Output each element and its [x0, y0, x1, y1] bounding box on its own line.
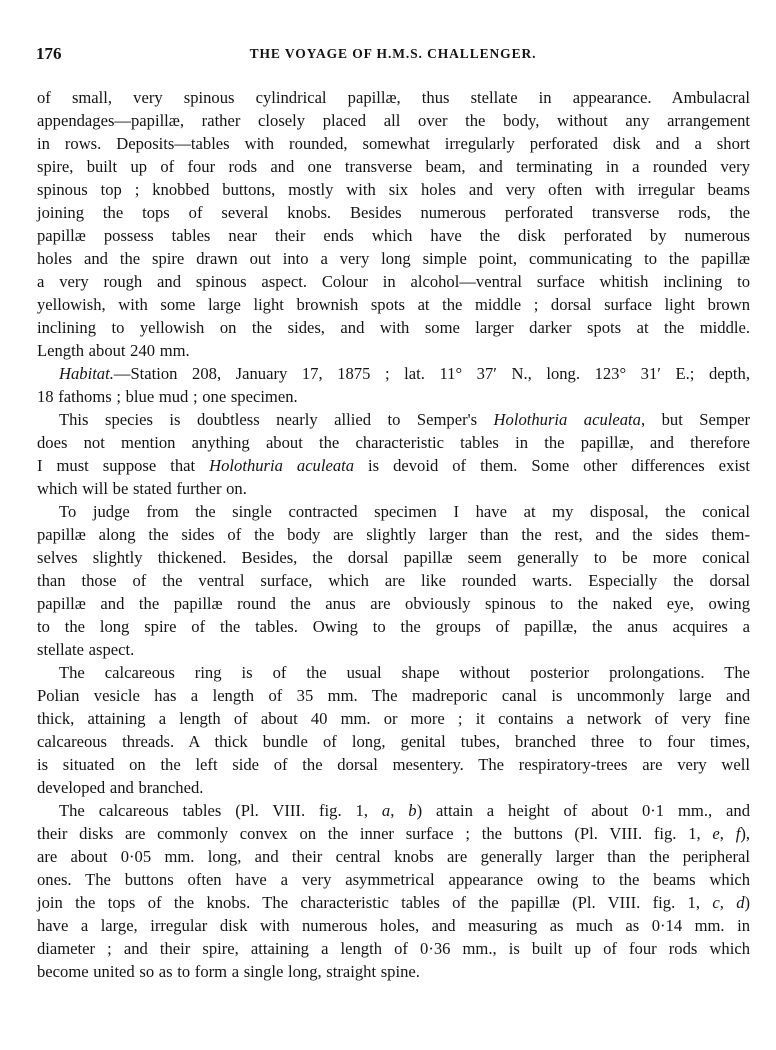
line-text: holes and the spire drawn out into a very long simple point, communicating to the papillæ	[37, 249, 750, 268]
line-text: joining the tops of several knobs. Besides numerous perforated transverse rods, the	[37, 203, 750, 222]
line-text: is situated on the left side of the dorsal mesentery. The respiratory-trees are very well	[37, 755, 750, 774]
line-text: ,	[719, 893, 737, 912]
line-text: of small, very spinous cylindrical papillæ, thus stellate in appearance. Ambulacral	[37, 88, 750, 107]
text-line	[37, 224, 750, 247]
line-text: —Station 208, January 17, 1875 ; lat. 11° 37′ N., long. 123° 31′ E.; depth,	[113, 364, 750, 383]
line-text: a very rough and spinous aspect. Colour in alcohol—ventral surface whitish inclining to	[37, 272, 750, 291]
text-line	[37, 408, 750, 431]
text-line	[37, 592, 750, 615]
line-text: ones. The buttons often have a very asymmetrical appearance owing to the beams which	[37, 870, 750, 889]
text-line	[37, 362, 750, 385]
line-text: selves slightly thickened. Besides, the dorsal papillæ seem generally to be more conical	[37, 548, 750, 567]
line-text: papillæ and the papillæ round the anus are obviously spinous to the naked eye, owing	[37, 594, 750, 613]
line-text: to the long spire of the tables. Owing to the groups of papillæ, the anus acquires a	[37, 617, 750, 636]
text-line	[37, 868, 750, 891]
line-text: are about 0·05 mm. long, and their central knobs are generally larger than the peripheral	[37, 847, 750, 866]
line-text: diameter ; and their spire, attaining a length of 0·36 mm., is built up of four rods which	[37, 939, 750, 958]
text-line	[37, 753, 750, 776]
text-line	[37, 638, 750, 661]
italic-text: e	[712, 824, 720, 843]
text-line	[37, 661, 750, 684]
text-line	[37, 914, 750, 937]
paragraph	[37, 362, 750, 408]
italic-text: Habitat.	[59, 364, 114, 383]
line-text: is devoid of them. Some other differences exist	[354, 456, 751, 475]
italic-text: a	[381, 801, 391, 820]
paragraph	[37, 500, 750, 661]
paragraph	[37, 86, 750, 362]
italic-text: Holothuria aculeata	[493, 410, 641, 429]
line-text: ),	[740, 824, 751, 843]
text-line	[37, 109, 750, 132]
text-line	[37, 523, 750, 546]
text-line	[37, 247, 750, 270]
paragraph	[37, 661, 750, 799]
text-line	[37, 201, 750, 224]
text-line	[37, 776, 750, 799]
line-text: ,	[390, 801, 409, 820]
line-text: does not mention anything about the characteristic tables in the papillæ, and therefore	[37, 433, 750, 452]
text-line	[37, 960, 750, 983]
line-text: Length about 240 mm.	[37, 341, 190, 360]
line-text: appendages—papillæ, rather closely placed all over the body, without any arrangement	[37, 111, 750, 130]
text-line	[37, 730, 750, 753]
text-line	[37, 132, 750, 155]
running-title: THE VOYAGE OF H.M.S. CHALLENGER.	[249, 46, 537, 61]
text-line	[37, 684, 750, 707]
line-text: Polian vesicle has a length of 35 mm. The madreporic canal is uncommonly large and	[37, 686, 750, 705]
text-line	[37, 799, 750, 822]
text-line	[37, 86, 750, 109]
line-text: yellowish, with some large light brownish spots at the middle ; dorsal surface light brown	[37, 295, 750, 314]
line-text: To judge from the single contracted specimen I have at my disposal, the conical	[59, 502, 750, 521]
line-text: The calcareous tables (Pl. VIII. fig. 1,	[59, 801, 382, 820]
line-text: developed and branched.	[37, 778, 204, 797]
italic-text: b	[408, 801, 417, 820]
line-text: in rows. Deposits—tables with rounded, somewhat irregularly perforated disk and a short	[37, 134, 750, 153]
text-line	[37, 477, 750, 500]
text-line	[37, 178, 750, 201]
text-line	[37, 454, 750, 477]
text-line	[37, 500, 750, 523]
line-text: stellate aspect.	[37, 640, 135, 659]
text-line	[37, 937, 750, 960]
line-text: thick, attaining a length of about 40 mm. or more ; it contains a network of very fine	[37, 709, 750, 728]
line-text: )	[744, 893, 751, 912]
text-line	[37, 707, 750, 730]
page-number: 176	[36, 44, 62, 63]
line-text: join the tops of the knobs. The characteristic tables of the papillæ (Pl. VIII. fig. 1,	[37, 893, 713, 912]
line-text: spinous top ; knobbed buttons, mostly with six holes and very often with irregular beams	[37, 180, 750, 199]
line-text: 18 fathoms ; blue mud ; one specimen.	[37, 387, 298, 406]
text-line	[37, 316, 750, 339]
line-text: ) attain a height of about 0·1 mm., and	[416, 801, 751, 820]
line-text: become united so as to form a single long, straight spine.	[37, 962, 420, 981]
line-text: ,	[719, 824, 736, 843]
text-line	[37, 822, 750, 845]
italic-text: Holothuria aculeata	[209, 456, 355, 475]
line-text: calcareous threads. A thick bundle of long, genital tubes, branched three to four times,	[37, 732, 750, 751]
text-line	[37, 845, 750, 868]
italic-text: f	[735, 824, 741, 843]
text-line	[37, 339, 750, 362]
page-header	[36, 44, 750, 66]
text-line	[37, 155, 750, 178]
line-text: inclining to yellowish on the sides, and with some larger darker spots at the middle.	[37, 318, 750, 337]
paragraph	[37, 799, 750, 983]
line-text: their disks are commonly convex on the inner surface ; the buttons (Pl. VIII. fig. 1,	[37, 824, 713, 843]
line-text: papillæ along the sides of the body are slightly larger than the rest, and the sides them-	[37, 525, 750, 544]
line-text: than those of the ventral surface, which are like rounded warts. Especially the dorsal	[37, 571, 750, 590]
line-text: This species is doubtless nearly allied to Semper's	[59, 410, 494, 429]
text-line	[37, 569, 750, 592]
text-line	[37, 431, 750, 454]
body-text	[37, 86, 750, 983]
text-line	[37, 546, 750, 569]
italic-text: c	[712, 893, 720, 912]
line-text: which will be stated further on.	[37, 479, 247, 498]
line-text: papillæ possess tables near their ends which have the disk perforated by numerous	[37, 226, 750, 245]
text-line	[37, 891, 750, 914]
text-line	[37, 293, 750, 316]
line-text: , but Semper	[640, 410, 750, 429]
text-line	[37, 385, 750, 408]
line-text: have a large, irregular disk with numerous holes, and measuring as much as 0·14 mm. in	[37, 916, 750, 935]
text-line	[37, 615, 750, 638]
line-text: spire, built up of four rods and one transverse beam, and terminating in a rounded very	[37, 157, 750, 176]
italic-text: d	[736, 893, 745, 912]
text-line	[37, 270, 750, 293]
line-text: The calcareous ring is of the usual shape without posterior prolongations. The	[59, 663, 750, 682]
paragraph	[37, 408, 750, 500]
line-text: I must suppose that	[37, 456, 210, 475]
